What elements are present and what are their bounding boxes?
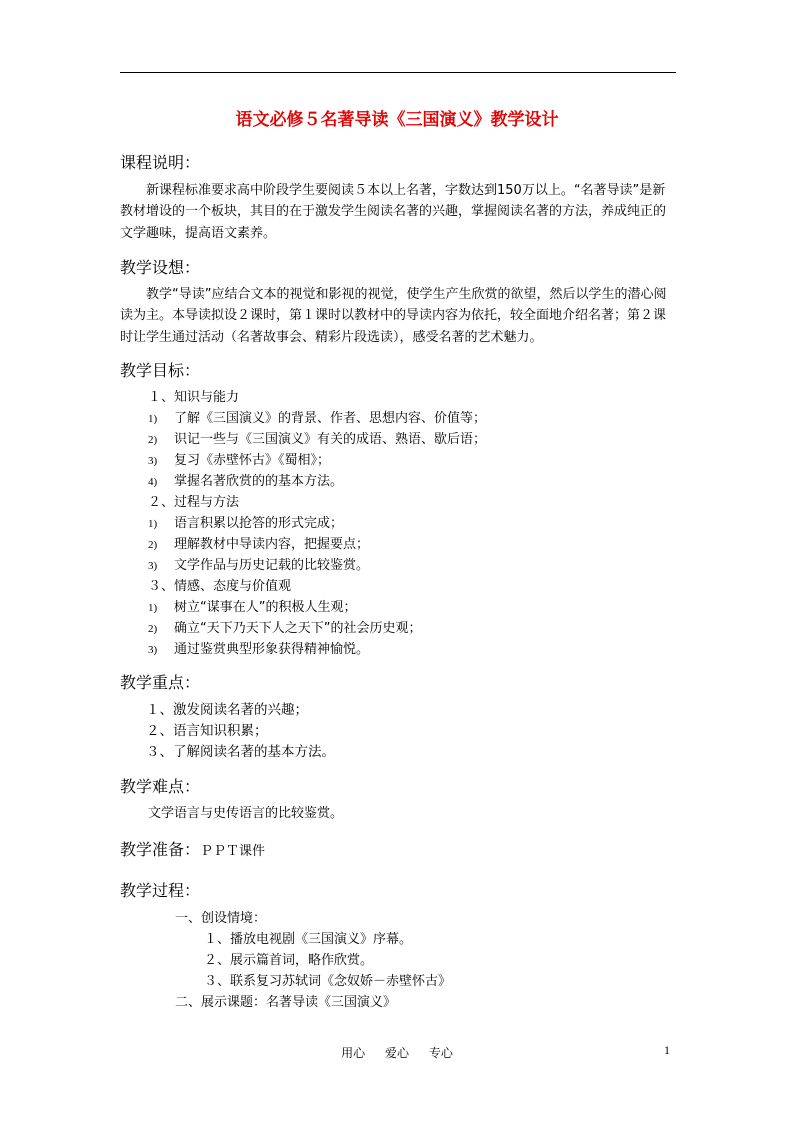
course-desc-text: 新课程标准要求高中阶段学生要阅读５本以上名著，字数达到150万以上。“名著导读”是新教材增设的一个板块，其目的在于激发学生阅读名著的兴趣，掌握阅读名著的方法，养成纯正的文学趣味，提高语文素养。 [120,183,667,241]
goal-item: 4) 掌握名著欣赏的的基本方法。 [148,474,344,489]
preparation-value: ＰＰＴ课件 [200,844,266,859]
goal-item: 2) 识记一些与《三国演义》有关的成语、熟语、歇后语； [148,432,487,447]
page-number: 1 [664,1043,670,1057]
difficulties-text: 文学语言与史传语言的比较鉴赏。 [148,806,344,821]
process-substep: １、播放电视剧《三国演义》序幕。 [204,932,413,947]
goal-item: 3) 文学作品与历史记载的比较鉴赏。 [148,558,370,573]
footer-motto [0,1044,794,1061]
key-point-item: ２、语言知识积累； [146,723,268,739]
process-substep: ２、展示篇首词，略作欣赏。 [204,953,374,968]
footer-word: 用心 [341,1046,366,1060]
goal-item: 2) 确立“天下乃天下人之天下”的社会历史观； [148,621,422,636]
concept-heading: 教学设想： [120,258,201,277]
goal-group-label: １、知识与能力 [148,390,240,405]
footer-word: 爱心 [384,1046,409,1060]
key-point-item: ３、了解阅读名著的基本方法。 [146,744,335,760]
difficulties-heading: 教学难点： [120,777,201,796]
preparation-line [120,837,265,860]
concept-text: 教学“导读”应结合文本的视觉和影视的视觉，使学生产生欣赏的欲望，然后以学生的潜心阅读为主。本导读拟设２课时，第１课时以教材中的导读内容为依托，较全面地介绍名著；第２课时让学生通过活动（名著故事会、精彩片段选读），感受名著的艺术魅力。 [120,287,667,345]
process-step: 二、展示课题：名著导读《三国演义》 [175,995,397,1010]
goal-item: 1) 树立“谋事在人”的积极人生观； [148,600,357,615]
preparation-heading: 教学准备： [120,840,201,859]
goal-group-label: ３、情感、态度与价值观 [148,579,292,594]
footer-word: 专心 [428,1046,453,1060]
goal-item: 3) 复习《赤壁怀古》《蜀相》； [148,453,331,468]
key-point-item: １、激发阅读名著的兴趣； [146,702,308,718]
goal-item: 3) 通过鉴赏典型形象获得精神愉悦。 [148,642,370,657]
document-title: 语文必修５名著导读《三国演义》教学设计 [235,110,559,130]
course-desc-heading: 课程说明： [120,153,201,172]
goal-item: 1) 语言积累以抢答的形式完成； [148,516,344,531]
goals-heading: 教学目标： [120,361,201,380]
process-substep: ３、联系复习苏轼词《念奴娇－赤壁怀古》 [204,974,452,989]
goal-item: 1) 了解《三国演义》的背景、作者、思想内容、价值等； [148,411,487,426]
process-heading: 教学过程： [120,881,201,900]
process-step: 一、创设情境： [175,911,267,926]
goal-group-label: ２、过程与方法 [148,495,240,510]
header-rule [120,72,676,73]
key-points-heading: 教学重点： [120,673,201,692]
goal-item: 2) 理解教材中导读内容，把握要点； [148,537,370,552]
